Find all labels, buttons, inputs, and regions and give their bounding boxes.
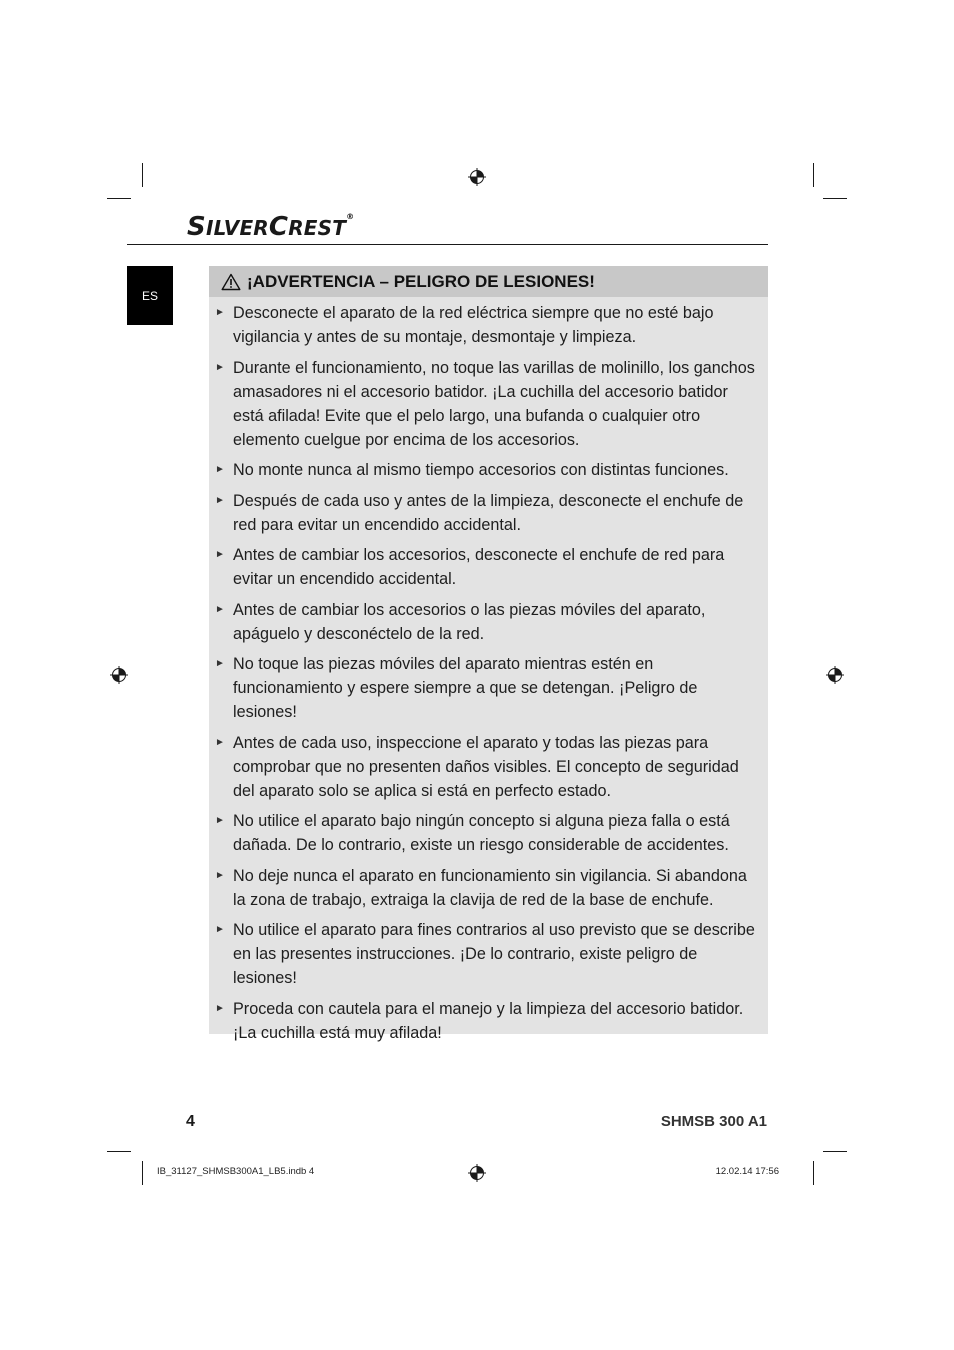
bullet-arrow-icon: ►	[215, 603, 225, 615]
bullet-arrow-icon: ►	[215, 658, 225, 669]
model-number: SHMSB 300 A1	[660, 1113, 767, 1130]
list-item-text: Proceda con cautela para el manejo y la limpieza del accesorio batidor. ¡La cuchilla está muy afilada!	[233, 999, 744, 1042]
bullet-arrow-icon: ►	[215, 1002, 225, 1014]
warning-title: ¡ADVERTENCIA – PELIGRO DE LESIONES!	[247, 271, 595, 291]
registration-mark-icon	[110, 666, 128, 684]
bullet-arrow-icon: ►	[215, 549, 225, 560]
bullet-arrow-icon: ►	[215, 869, 225, 881]
bullet-arrow-icon: ►	[215, 736, 225, 748]
list-item	[215, 543, 758, 591]
registration-mark-icon	[468, 1164, 486, 1182]
warning-list	[209, 297, 768, 1045]
warning-header	[209, 266, 768, 297]
crop-mark	[107, 1151, 131, 1152]
list-item	[215, 458, 758, 482]
list-item	[215, 809, 758, 857]
bullet-arrow-icon: ►	[215, 924, 225, 935]
list-item	[215, 489, 758, 537]
crop-mark	[823, 1151, 847, 1152]
header-rule	[127, 244, 768, 245]
list-item-text: No utilice el aparato bajo ningún concepto si alguna pieza falla o está dañada. De lo contrario, existe un riesgo considerable de accidentes.	[233, 812, 730, 854]
crop-mark	[142, 1161, 143, 1185]
bullet-arrow-icon: ►	[215, 307, 225, 318]
brand-logo: SILVERCREST®	[187, 212, 355, 242]
list-item-text: Después de cada uso y antes de la limpieza, desconecte el enchufe de red para evitar un encendido accidental.	[233, 491, 744, 534]
list-item-text: No deje nunca el aparato en funcionamiento sin vigilancia. Si abandona la zona de trabajo, extraiga la clavija de red de la base de enchufe.	[233, 866, 747, 909]
bullet-arrow-icon: ►	[215, 361, 225, 373]
crop-mark	[813, 163, 814, 187]
list-item-text: Antes de cambiar los accesorios, desconecte el enchufe de red para evitar un encendido accidental.	[233, 546, 725, 588]
list-item	[215, 918, 758, 990]
list-item	[215, 731, 758, 803]
warning-triangle-icon	[221, 273, 241, 291]
list-item-text: No utilice el aparato para fines contrarios al uso previsto que se describe en las presentes instrucciones. ¡De lo contrario, existe peligro de lesiones!	[233, 921, 755, 987]
list-item-text: No monte nunca al mismo tiempo accesorios con distintas funciones.	[233, 461, 729, 479]
bullet-arrow-icon: ►	[215, 494, 225, 506]
list-item-text: No toque las piezas móviles del aparato mientras estén en funcionamiento y espere siempre a que se detengan. ¡Peligro de lesiones!	[233, 655, 698, 721]
list-item	[215, 301, 758, 349]
registration-mark-icon	[468, 168, 486, 186]
list-item-text: Antes de cambiar los accesorios o las piezas móviles del aparato, apáguelo y desconéctelo de la red.	[233, 600, 706, 643]
bullet-arrow-icon: ►	[215, 815, 225, 826]
list-item	[215, 864, 758, 912]
list-item	[215, 598, 758, 646]
crop-mark	[823, 198, 847, 199]
crop-mark	[142, 163, 143, 187]
warning-box	[209, 266, 768, 1042]
language-tab: ES	[127, 266, 173, 325]
list-item-text: Durante el funcionamiento, no toque las varillas de molinillo, los ganchos amasadores ni el accesorio batidor. ¡La cuchilla del accesorio batidor está afilada! Evite que el pelo largo, una bufanda o cualquier otro elemento cuelgue por encima de los accesorios.	[233, 358, 755, 449]
print-slug-file: IB_31127_SHMSB300A1_LB5.indb 4	[157, 1166, 315, 1177]
print-slug-datetime: 12.02.14 17:56	[715, 1166, 779, 1177]
list-item-text: Desconecte el aparato de la red eléctrica siempre que no esté bajo vigilancia y antes de su montaje, desmontaje y limpieza.	[233, 304, 714, 346]
page-number: 4	[186, 1113, 195, 1130]
list-item	[215, 652, 758, 724]
list-item	[215, 356, 758, 452]
crop-mark	[107, 198, 131, 199]
list-item-text: Antes de cada uso, inspeccione el aparato y todas las piezas para comprobar que no presenten daños visibles. El concepto de seguridad del aparato solo se aplica si está en perfecto estado.	[233, 733, 739, 800]
bullet-arrow-icon: ►	[215, 464, 225, 475]
crop-mark	[813, 1161, 814, 1185]
registration-mark-icon	[826, 666, 844, 684]
list-item	[215, 997, 758, 1045]
